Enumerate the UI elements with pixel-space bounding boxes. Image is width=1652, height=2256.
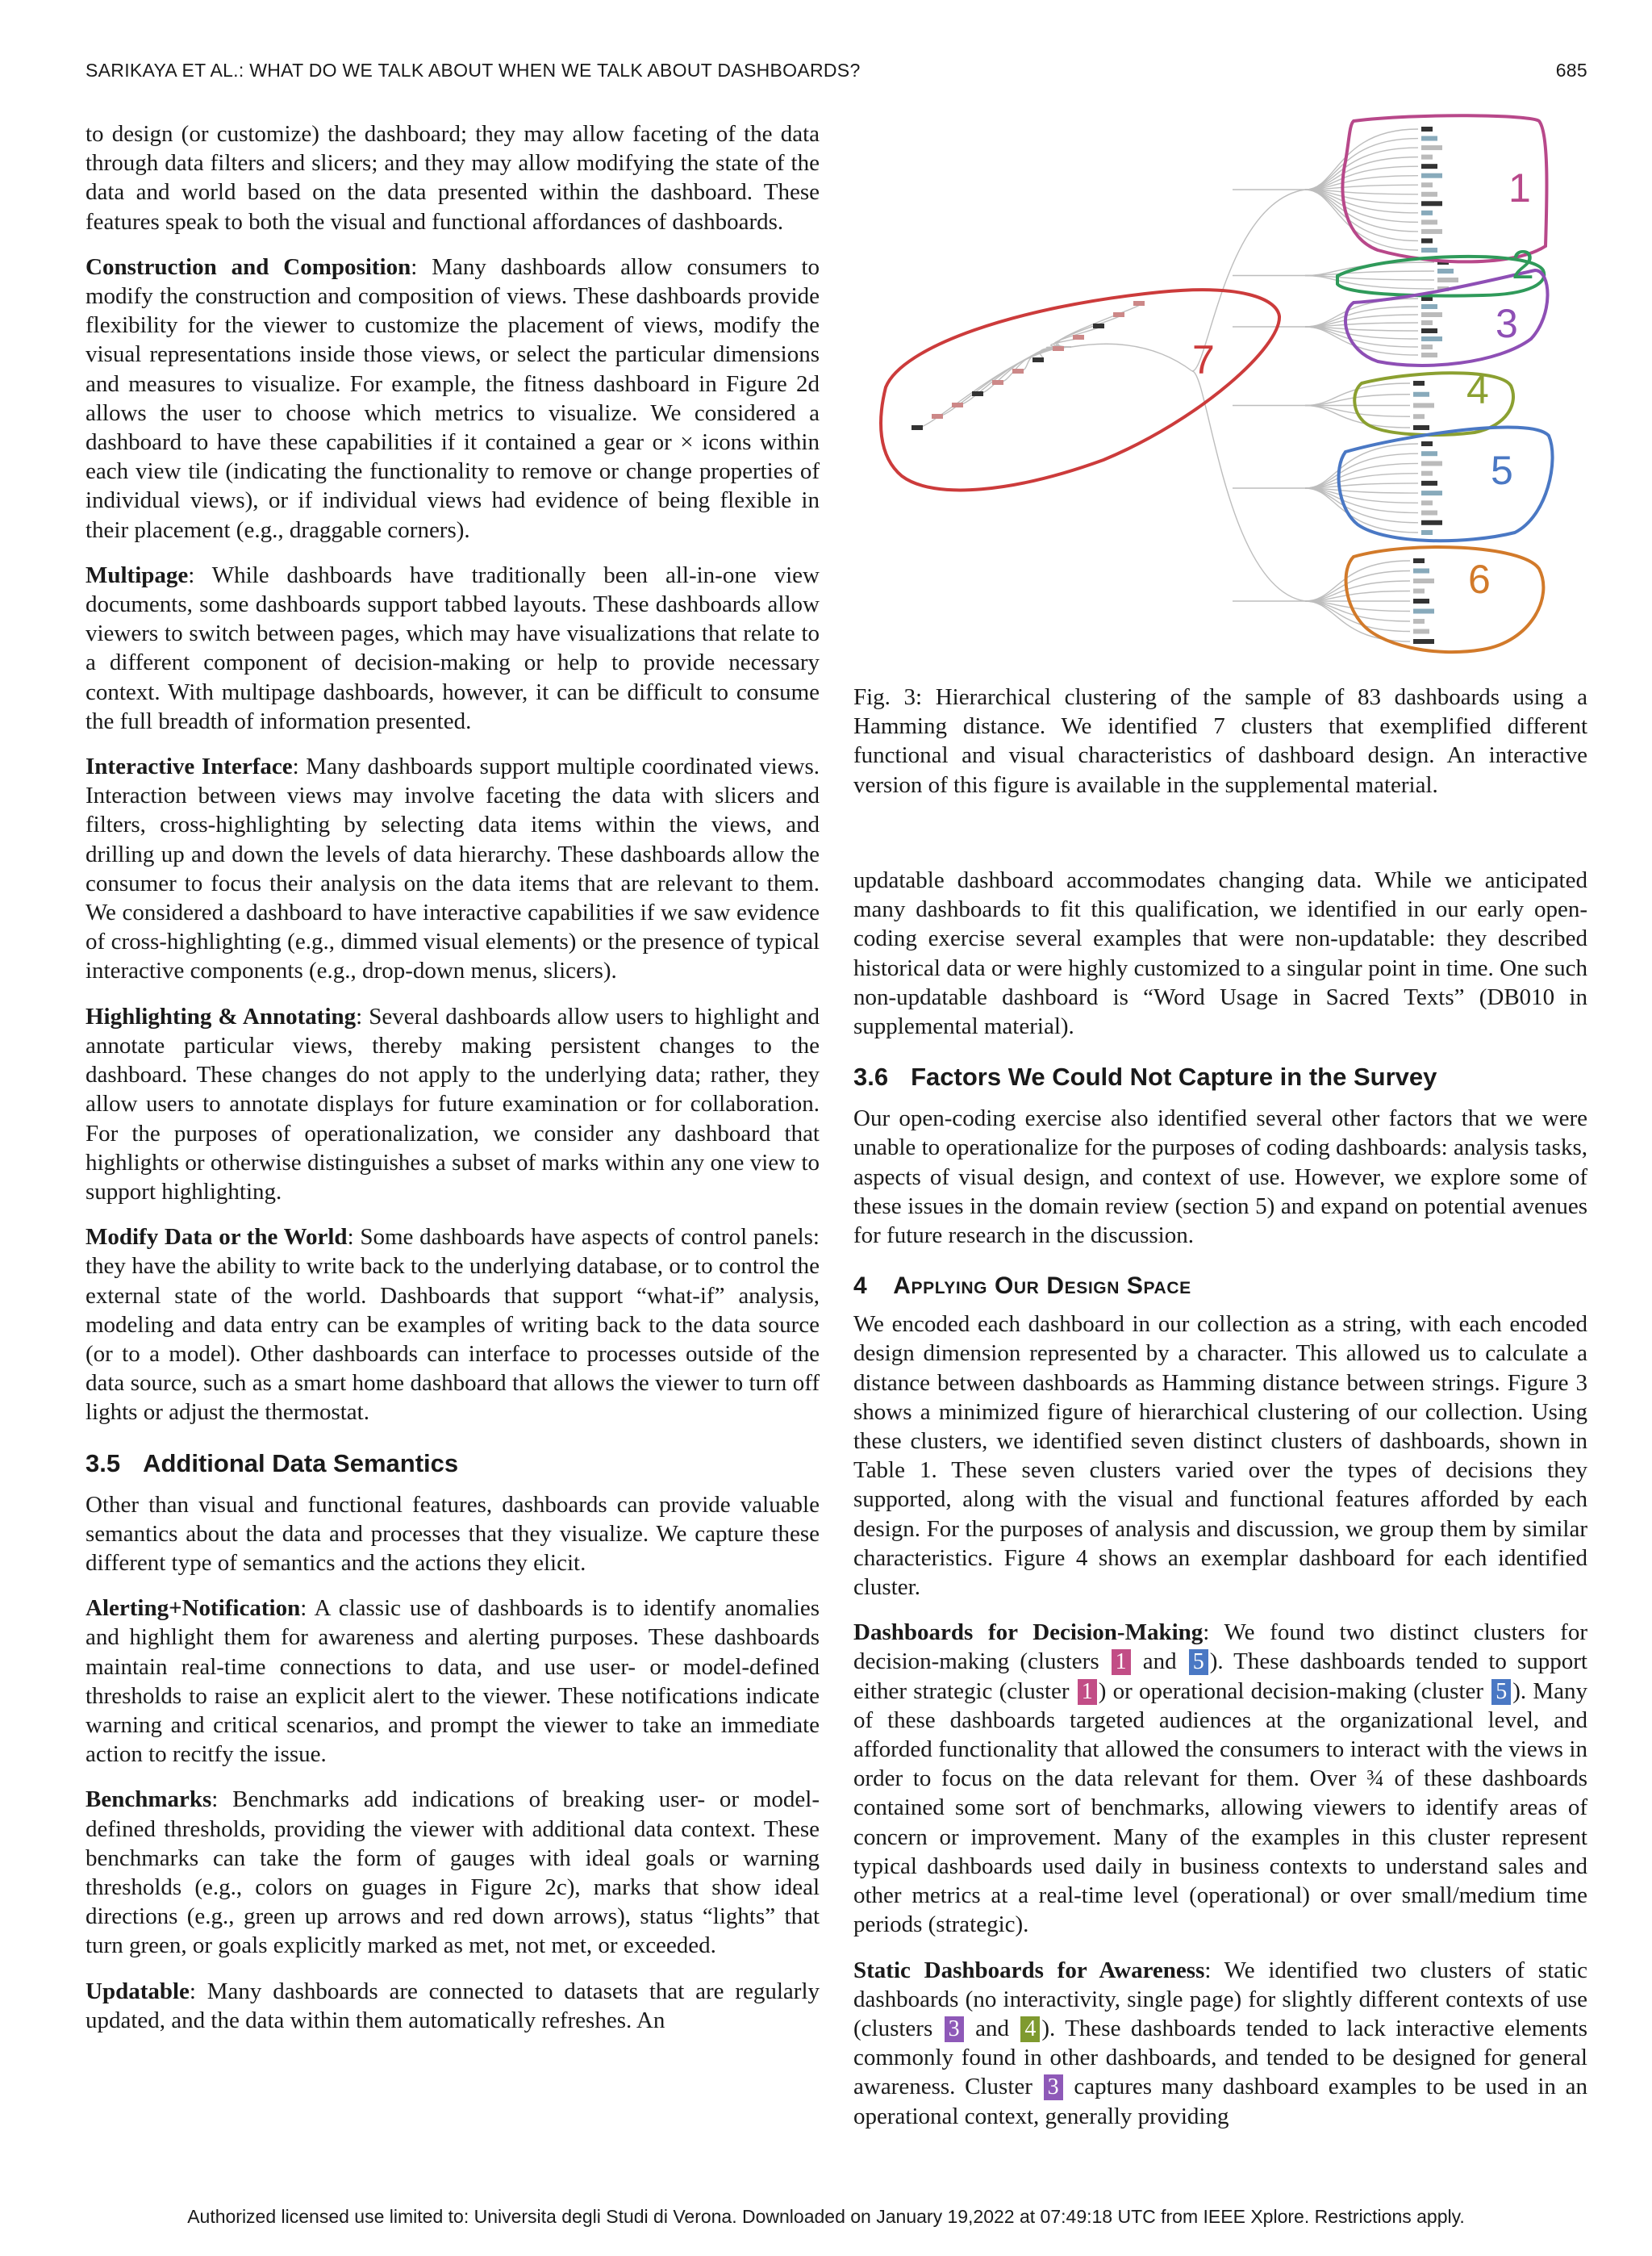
construction-paragraph — [86, 253, 820, 545]
decision-text-d: ) or operational decision-making (cluster — [1098, 1677, 1491, 1704]
dendrogram-leaf-thumbnail — [952, 403, 963, 407]
modify-text: : Some dashboards have aspects of control panels: they have the ability to write back to the underlying database, or to control the external state of the world. Dashboards that support “what-if” analysis, modeling and data entry can be examples of writing back to the data source (or to a model). Other dashboards can interface to processes outside of the data source, such as a smart home dashboard that allows the viewer to turn off lights or adjust the thermostat. — [86, 1224, 820, 1426]
modify-term: Modify Data or the World — [86, 1224, 348, 1251]
dendrogram-branches — [918, 129, 1434, 641]
dendrogram-leaf-thumbnail — [1421, 511, 1437, 516]
benchmarks-term: Benchmarks — [86, 1786, 212, 1813]
benchmarks-text: : Benchmarks add indications of breaking user- or model-defined thresholds, providing the viewer with additional data context. These benchmarks can take the form of gauges with ideal goals or warning thresholds (e.g., colors on guages in Figure 2c), marks that show ideal directions (e.g., green up arrows and red down arrows), status “lights” that turn green, or goals explicitly marked as met, not met, or exceeded. — [86, 1786, 820, 1959]
dendrogram-leaf-thumbnail — [1421, 336, 1442, 341]
dendrogram-leaf-thumbnail — [1421, 173, 1442, 178]
dendrogram-leaf-thumbnail — [1421, 219, 1437, 224]
updatable-paragraph — [86, 1977, 820, 2035]
updatable-continued: updatable dashboard accommodates changing data. While we anticipated many dashboards to fit this qualification, we identified in our early open-coding exercise several examples that were non-updatable: they described historical data or were highly customized to a singular point in time. One such non-updatable dashboard is “Word Usage in Sacred Texts” (DB010 in supplemental material). — [853, 867, 1587, 1040]
decision-text-e: ). Many of these dashboards targeted audiences at the organizational level, and afforded functionality that allowed the consumers to interact with the views in order to focus on the data relevant for them. Over ¾ of these dashboards contained some sort of benchmarks, allowing viewers to identify areas of concern or improvement. Many of the examples in this cluster represent typical dashboards used daily in business contexts to understand sales and other metrics at a real-time level (operational) or over small/medium time periods (strategic). — [853, 1677, 1587, 1938]
dendrogram-leaf-thumbnail — [1012, 369, 1024, 374]
interactive-paragraph — [86, 752, 820, 986]
multipage-term: Multipage — [86, 562, 189, 588]
dendrogram-leaf-thumbnail — [912, 425, 923, 430]
dendrogram-branch — [1305, 591, 1410, 602]
dendrogram-leaf-thumbnail — [1093, 324, 1104, 328]
alerting-text: : A classic use of dashboards is to identify anomalies and highlight them for awareness and alerting purposes. These dashboards maintain real-time connections to data, and use user- or model-defined thresholds to raise an explicit alert to the viewer. These notifications indicate warning and critical scenarios, and prompt the viewer to take an immediate action to recitfy the issue. — [86, 1595, 820, 1768]
section-title: Additional Data Semantics — [143, 1448, 459, 1477]
dendrogram-leaf-thumbnail — [1413, 425, 1429, 430]
dendrogram-branch — [1305, 276, 1434, 290]
dendrogram-leaf-thumbnail — [1113, 312, 1124, 317]
section-4-heading — [853, 1271, 1587, 1301]
updatable-text: : Many dashboards are connected to datasets that are regularly updated, and the data within them automatically refreshes. An — [86, 1978, 820, 2033]
dendrogram-leaf-thumbnail — [1421, 312, 1442, 317]
dendrogram-leaf-thumbnail — [1421, 441, 1433, 446]
dendrogram-leaf-thumbnail — [1421, 320, 1433, 325]
dendrogram-leaf-thumbnail — [1421, 345, 1433, 349]
section-number: 3.6 — [853, 1063, 889, 1092]
dendrogram-leaf-thumbnail — [1421, 471, 1433, 476]
section-title: Factors We Could Not Capture in the Survey — [911, 1063, 1437, 1092]
cluster-label-2: 2 — [1512, 242, 1534, 287]
dendrogram-leaf-thumbnail — [1053, 346, 1064, 351]
dendrogram-branch — [1305, 139, 1418, 190]
dendrogram-leaf-thumbnail — [1421, 229, 1442, 234]
construction-term: Construction and Composition — [86, 253, 411, 280]
dendrogram-leaf-thumbnail — [1073, 335, 1084, 340]
dendrogram-leaf-thumbnail — [1421, 164, 1437, 169]
cluster-label-5: 5 — [1491, 448, 1513, 493]
dendrogram-leaf-thumbnail — [1421, 491, 1442, 495]
dendrogram-leaf-thumbnail — [1421, 328, 1437, 333]
intro-paragraph: to design (or customize) the dashboard; they may allow faceting of the data through data filters and slicers; and they may allow modifying the state of the data and world based on the data presented within the dashboard. These features speak to both the visual and functional affordances of dashboards. — [86, 121, 820, 235]
static-awareness-paragraph — [853, 1956, 1587, 2131]
multipage-paragraph — [86, 561, 820, 736]
dendrogram-leaf-thumbnail — [1421, 145, 1442, 150]
dendrogram-leaf-thumbnail — [1133, 301, 1145, 306]
multipage-text: : While dashboards have traditionally been all-in-one view documents, some dashboards support tabbed layouts. These dashboards allow viewers to switch between pages, which may have visualizations that relate to a different component of decision-making or help to provide necessary context. With multipage dashboards, however, it can be difficult to consume the full breadth of information presented. — [86, 562, 820, 734]
dendrogram-leaf-thumbnail — [1421, 353, 1437, 357]
cluster-badge-1: 1 — [1078, 1679, 1097, 1705]
section-3-6-heading — [853, 1062, 1587, 1092]
cluster-label-4: 4 — [1466, 367, 1489, 412]
dendrogram-branch — [1305, 395, 1410, 406]
cluster-badge-4: 4 — [1020, 2016, 1040, 2042]
section-3-5-heading — [86, 1448, 820, 1479]
decision-text-a: : We found two distinct clusters for decision-making (clusters — [853, 1619, 1587, 1675]
dendrogram-leaf-thumbnail — [1413, 639, 1434, 644]
dendrogram-leaf-thumbnail — [1413, 381, 1425, 386]
dendrogram-leaf-thumbnail — [1421, 127, 1433, 132]
dendrogram-leaf-thumbnail — [1413, 589, 1425, 594]
dendrogram-leaf-thumbnail — [1413, 558, 1425, 563]
decision-term: Dashboards for Decision-Making — [853, 1619, 1204, 1646]
static-text-c: ). These dashboards tended to lack interactive elements commonly found in other dashboards, and tended to be designed for general awareness. Cluster — [853, 2015, 1588, 2100]
dendrogram-branch — [1305, 129, 1418, 190]
dendrogram-leaf-thumbnail — [1413, 629, 1429, 634]
dendrogram-leaf-thumbnail — [1421, 451, 1437, 456]
dendrogram-leaf-thumbnail — [1421, 248, 1437, 253]
decision-making-paragraph — [853, 1618, 1587, 1939]
dendrogram-leaf-thumbnail — [932, 414, 943, 419]
highlighting-text: : Several dashboards allow users to highlight and annotate particular views, thereby making persistent changes to the dashboard. These changes do not apply to the underlying data; rather, they allow users to annotate displays for future examination or for collaboration. For the purposes of operationalization, we consider any dashboard that highlights or otherwise distinguishes a subset of marks within any one view to support highlighting. — [86, 1003, 820, 1205]
running-header — [86, 60, 1587, 92]
dendrogram-branch — [1305, 315, 1418, 327]
running-title: SARIKAYA ET AL.: WHAT DO WE TALK ABOUT WHEN WE TALK ABOUT DASHBOARDS? — [86, 60, 861, 81]
dendrogram-leaf-thumbnail — [1413, 403, 1434, 408]
footer-license: Authorized licensed use limited to: Universita degli Studi di Verona. Downloaded on January 19,2022 at 07:49:18 UTC from IEEE Xplore. Restrictions apply. — [187, 2206, 1465, 2227]
decision-text-c: ). These dashboards tended to support either strategic (cluster — [853, 1648, 1587, 1704]
cluster-badge-3: 3 — [1044, 2074, 1063, 2100]
dendrogram-leaf-thumbnail — [1413, 569, 1429, 574]
cluster-label-7: 7 — [1192, 337, 1215, 382]
dendrogram-leaf-thumbnail — [1413, 599, 1429, 604]
section-3-5-intro: Other than visual and functional features, dashboards can provide valuable semantics about the data and processes that they visualize. We capture these different type of semantics and the actions they elicit. — [86, 1491, 820, 1576]
static-term: Static Dashboards for Awareness — [853, 1957, 1205, 1983]
section-number: 3.5 — [86, 1448, 121, 1477]
dendrogram-branch — [1305, 444, 1418, 488]
dendrogram-leaf-thumbnail — [1437, 278, 1458, 282]
modify-paragraph — [86, 1222, 820, 1427]
figure-3-caption: Fig. 3: Hierarchical clustering of the sample of 83 dashboards using a Hamming distance. We identified 7 clusters that exemplified different functional and visual characteristics of dashboard design. An interactive version of this figure is available in the supplemental material. — [853, 684, 1587, 798]
cluster-7-outline — [881, 290, 1279, 490]
benchmarks-paragraph — [86, 1785, 820, 1960]
highlighting-term: Highlighting & Annotating — [86, 1003, 357, 1030]
dendrogram-leaf-thumbnail — [1421, 182, 1433, 187]
dendrogram-leaf-thumbnail — [1421, 201, 1442, 206]
dendrogram-leaf-thumbnail — [1413, 392, 1429, 397]
dendrogram-branch — [978, 347, 1071, 394]
dendrogram-leaf-thumbnail — [1413, 609, 1434, 614]
dendrogram-leaf-thumbnail — [1032, 357, 1044, 362]
static-text-a: : We identified two clusters of static dashboards (no interactivity, single page) for slightly different contexts of use (clusters — [853, 1957, 1587, 2041]
alerting-term: Alerting+Notification — [86, 1595, 301, 1622]
dendrogram-leaf-thumbnail — [1413, 414, 1425, 419]
dendrogram-leaf-thumbnail — [1421, 136, 1437, 141]
dendrogram-leaf-thumbnail — [1421, 192, 1437, 197]
decision-text-b: and — [1132, 1648, 1187, 1675]
dendrogram-leaf-thumbnail — [1421, 211, 1433, 215]
dendrogram-branch — [1305, 474, 1418, 488]
section-number: 4 — [853, 1272, 868, 1300]
dendrogram — [853, 105, 1596, 670]
construction-text: : Many dashboards allow consumers to modify the construction and composition of views. These dashboards provide flexibility for the viewer to customize the placement of views, modify the visual representations inside those views, or select the particular dimensions and measures to visualize. For example, the fitness dashboard in Figure 2d allows the user to choose which metrics to visualize. We considered a dashboard to have these capabilities if it contained a gear or × icons within each view tile (indicating the functionality to remove or change properties of individual views), or if individual views had evidence of being flexible in their placement (e.g., draggable corners). — [86, 253, 820, 543]
interactive-term: Interactive Interface — [86, 754, 293, 780]
figure-3 — [853, 105, 1596, 670]
dendrogram-leaf-thumbnail — [1437, 269, 1454, 274]
dendrogram-leaf-thumbnail — [1421, 481, 1437, 486]
dendrogram-leaf-thumbnail — [1421, 520, 1442, 525]
section-title: Applying Our Design Space — [893, 1272, 1191, 1300]
highlighting-paragraph — [86, 1002, 820, 1206]
interactive-text: : Many dashboards support multiple coordinated views. Interaction between views may involve faceting the data with slicers and filters, cross-highlighting by selecting data items within the views, and drilling up and down the levels of data hierarchy. These dashboards allow the consumer to focus their analysis on the data items that are relevant to them. We considered a dashboard to have interactive capabilities if we saw evidence of cross-highlighting (e.g., dimmed visual elements) or the presence of typical interactive components (e.g., drop-down menus, slicers). — [86, 754, 820, 984]
dendrogram-branch — [1071, 344, 1192, 371]
alerting-paragraph — [86, 1594, 820, 1769]
right-column — [853, 866, 1587, 2147]
cluster-badge-5: 5 — [1491, 1679, 1511, 1705]
cluster-label-1: 1 — [1508, 165, 1531, 211]
dendrogram-leaf-thumbnail — [1413, 619, 1425, 624]
left-column — [86, 119, 820, 2051]
dendrogram-leaf-thumbnail — [992, 380, 1003, 385]
static-text-d: captures many dashboard examples to be used in an operational context, generally providing — [853, 2074, 1587, 2129]
dendrogram-leaf-thumbnail — [1421, 500, 1433, 505]
cluster-badge-5: 5 — [1189, 1649, 1208, 1675]
dendrogram-branch — [958, 347, 1071, 405]
dendrogram-leaf-thumbnail — [1413, 579, 1434, 583]
dendrogram-leaf-thumbnail — [1421, 530, 1433, 535]
static-text-b: and — [965, 2015, 1020, 2041]
cluster-label-6: 6 — [1468, 557, 1491, 602]
dendrogram-branch — [999, 347, 1071, 382]
dendrogram-leaf-thumbnail — [1421, 304, 1437, 309]
dendrogram-leaf-thumbnail — [1421, 238, 1433, 243]
page-number: 685 — [1555, 60, 1587, 81]
cluster-badge-1: 1 — [1112, 1649, 1131, 1675]
dendrogram-leaf-thumbnail — [1421, 461, 1442, 466]
section-3-6-text: Our open-coding exercise also identified several other factors that we were unable to operationalize for the purposes of coding dashboards: analysis tasks, aspects of visual design, and context of use. However, we explore some of these issues in the domain review (section 5) and expand on potential avenues for future research in the discussion. — [853, 1105, 1587, 1249]
updatable-term: Updatable — [86, 1978, 190, 2004]
cluster-badge-3: 3 — [945, 2016, 964, 2042]
cluster-label-3: 3 — [1496, 301, 1518, 346]
cluster-6-outline — [1346, 547, 1544, 652]
dendrogram-branch — [1305, 190, 1418, 240]
dendrogram-leaf-thumbnail — [1421, 155, 1433, 160]
section-4-text: We encoded each dashboard in our collection as a string, with each encoded design dimension represented by a character. This allowed us to calculate a distance between dashboards as Hamming distance between strings. Figure 3 shows a minimized figure of hierarchical clustering of our collection. Using these clusters, we identified seven distinct clusters of dashboards, shown in Table 1. These seven clusters varied over the types of decisions they supported, along with the visual and functional features afforded by each design. For the purposes of analysis and discussion, we group them by similar characteristics. Figure 4 shows an exemplar dashboard for each identified cluster. — [853, 1311, 1587, 1601]
dendrogram-leaf-thumbnail — [972, 391, 983, 396]
